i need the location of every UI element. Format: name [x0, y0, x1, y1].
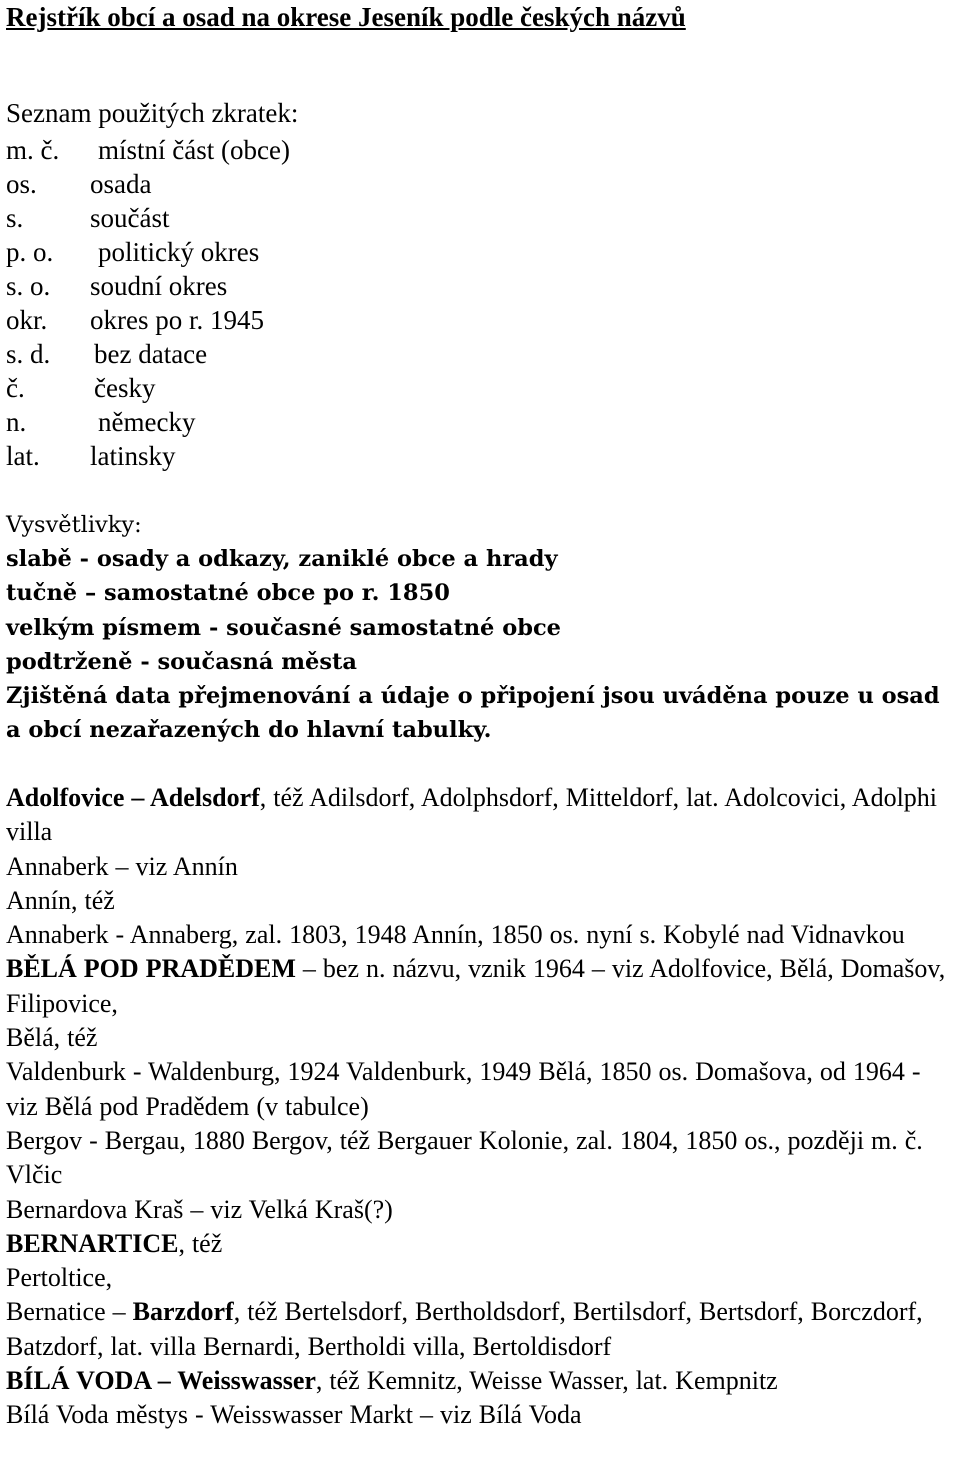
legend-line: a obcí nezařazených do hlavní tabulky.	[6, 717, 492, 744]
index-entry	[6, 1124, 954, 1193]
entry-text: Bernardova Kraš – viz Velká Kraš(?)	[6, 1194, 393, 1224]
abbreviation-value: latinsky	[90, 441, 176, 471]
entry-bold-part: Adolfovice – Adelsdorf	[6, 783, 260, 812]
index-entry	[6, 952, 954, 1021]
legend-line: Zjištěná data přejmenování a údaje o připojení jsou uváděna pouze u osad	[6, 683, 940, 710]
index-entry	[6, 884, 954, 918]
index-entry	[6, 1055, 954, 1124]
index-entry	[6, 1261, 954, 1295]
abbreviation-key: lat.	[6, 441, 40, 471]
entry-text: Annín, též	[6, 885, 115, 915]
entry-bold-part: BÍLÁ VODA – Weisswasser	[6, 1366, 316, 1396]
entry-bold-part: BERNARTICE	[6, 1228, 179, 1258]
abbreviation-value: součást	[90, 203, 170, 233]
entry-text: , též Kemnitz, Weisse Wasser, lat. Kempnitz	[315, 1366, 778, 1396]
abbreviation-value: místní část (obce)	[98, 135, 290, 165]
index-entry	[6, 1398, 954, 1432]
abbreviation-key: č.	[6, 373, 25, 403]
index-entries	[6, 781, 954, 1433]
entry-text: Bělá, též	[6, 1023, 98, 1053]
abbreviation-value: osada	[90, 169, 152, 199]
legend-heading: Vysvětlivky:	[6, 512, 142, 538]
legend-section	[6, 508, 951, 747]
abbreviation-key: s. d.	[6, 339, 51, 369]
legend-line: slabě - osady a odkazy, zaniklé obce a hrady	[6, 546, 558, 573]
index-entry	[6, 850, 954, 884]
entry-bold-part: Barzdorf	[132, 1297, 234, 1327]
index-entry	[6, 781, 954, 850]
abbreviation-value: okres po r. 1945	[90, 305, 264, 335]
index-entry	[6, 1021, 954, 1055]
entry-text: Bernatice –	[6, 1297, 133, 1327]
entry-text: – bez n. názvu, vznik 1964 – viz Adolfovice, Bělá, Domašov, Filipovice,	[6, 954, 946, 1018]
index-entry	[6, 918, 954, 952]
entry-text: Annaberk - Annaberg, zal. 1803, 1948 Annín, 1850 os. nyní s. Kobylé nad Vidnavkou	[6, 920, 905, 950]
abbreviation-key: m. č.	[6, 135, 60, 165]
entry-text: Valdenburk - Waldenburg, 1924 Valdenburk, 1949 Bělá, 1850 os. Domašova, od 1964 - viz Bělá pod Pradědem (v tabulce)	[6, 1057, 921, 1121]
abbreviation-value: bez datace	[94, 339, 208, 369]
entry-text: Bílá Voda městys - Weisswasser Markt – viz Bílá Voda	[6, 1400, 582, 1430]
abbreviation-key: os.	[6, 169, 37, 199]
abbreviations-heading: Seznam použitých zkratek:	[6, 98, 299, 128]
abbreviation-value: česky	[94, 373, 156, 403]
abbreviation-value: soudní okres	[90, 271, 228, 301]
abbreviation-value: německy	[98, 407, 196, 437]
entry-text: Bergov - Bergau, 1880 Bergov, též Bergauer Kolonie, zal. 1804, 1850 os., později m. č. Vlčic	[6, 1125, 923, 1190]
abbreviation-key: n.	[6, 407, 27, 437]
abbreviation-key: p. o.	[6, 237, 54, 267]
document-title: Rejstřík obcí a osad na okrese Jeseník podle českých názvů	[6, 2, 686, 32]
legend-line: podtrženě - současná města	[6, 648, 358, 675]
entry-text: , též Bertelsdorf, Bertholdsdorf, Bertilsdorf, Bertsdorf, Borczdorf, Batzdorf, lat. villa Bernardi, Bertholdi villa, Bertoldisdorf	[6, 1297, 923, 1361]
abbreviation-key: s. o.	[6, 271, 51, 301]
abbreviation-value: politický okres	[98, 237, 260, 267]
entry-text: , též Adilsdorf, Adolphsdorf, Mitteldorf, lat. Adolcovici, Adolphi villa	[6, 783, 938, 847]
index-entry	[6, 1193, 954, 1227]
entry-text: Annaberk – viz Annín	[6, 851, 238, 881]
index-entry	[6, 1295, 954, 1364]
legend-line: velkým písmem - současné samostatné obce	[6, 614, 561, 641]
abbreviation-key: okr.	[6, 305, 48, 335]
entry-bold-part: BĚLÁ POD PRADĚDEM	[6, 954, 296, 984]
abbreviation-key: s.	[6, 203, 24, 233]
entry-text: , též	[178, 1228, 223, 1258]
index-entry	[6, 1227, 954, 1261]
index-entry	[6, 1364, 954, 1398]
entry-text: Pertoltice,	[6, 1263, 113, 1293]
legend-line: tučně – samostatné obce po r. 1850	[6, 580, 450, 607]
